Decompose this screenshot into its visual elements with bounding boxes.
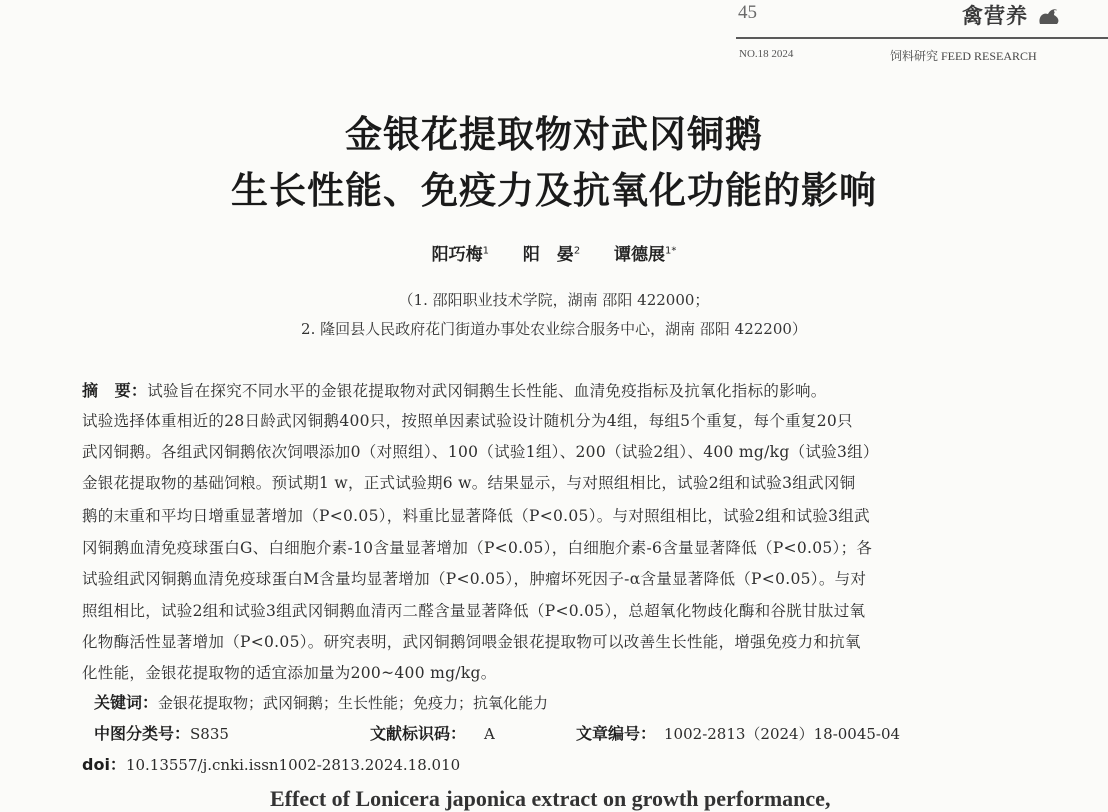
- issue-number: NO.18 2024: [739, 48, 794, 60]
- abstract-line: 鹅的末重和平均日增重显著增加（P<0.05），料重比显著降低（P<0.05）。与对照组相比，试验2组和试验3组武: [82, 507, 870, 525]
- doi: [82, 752, 460, 775]
- document-code-value: A: [484, 725, 495, 743]
- abstract-label: 摘 要：: [82, 381, 148, 400]
- goose-logo-icon: [1036, 6, 1062, 28]
- column-name: [962, 0, 1062, 30]
- article-title-line-1: 金银花提取物对武冈铜鹅: [345, 113, 763, 156]
- author-affiliation-mark: 2: [573, 245, 581, 257]
- document-code-label: 文献标识码：: [370, 724, 467, 743]
- article-number-label: 文章编号：: [576, 724, 657, 743]
- english-title-fragment: Effect of Lonicera japonica extract on growth performance,: [270, 786, 831, 811]
- author-name: 谭德展: [614, 245, 666, 265]
- article-title-line-2: 生长性能、免疫力及抗氧化功能的影响: [231, 169, 877, 212]
- page-number: 45: [738, 2, 757, 23]
- article-number-value: 1002-2813（2024）18-0045-04: [664, 725, 901, 743]
- abstract-line: 冈铜鹅血清免疫球蛋白G、白细胞介素-10含量显著增加（P<0.05），白细胞介素-6含量显著降低（P<0.05）；各: [82, 539, 873, 557]
- abstract-line: 武冈铜鹅。各组武冈铜鹅依次饲喂添加0（对照组）、100（试验1组）、200（试验2组）、400 mg/kg（试验3组）: [82, 443, 879, 461]
- abstract-line: 化性能，金银花提取物的适宜添加量为200~400 mg/kg。: [82, 664, 497, 682]
- header-rule: [736, 37, 1108, 39]
- clc-number: [94, 721, 229, 744]
- abstract-line: 化物酶活性显著增加（P<0.05）。研究表明，武冈铜鹅饲喂金银花提取物可以改善生长性能，增强免疫力和抗氧: [82, 633, 861, 651]
- author-list: [0, 240, 1108, 265]
- column-name-text: 禽营养: [962, 4, 1028, 28]
- abstract-line: 试验组武冈铜鹅血清免疫球蛋白M含量均显著增加（P<0.05），肿瘤坏死因子-α含量显著降低（P<0.05）。与对: [82, 570, 867, 588]
- abstract-line: [82, 378, 827, 401]
- author-affiliation-mark: 1*: [665, 245, 677, 257]
- author-affiliation-mark: 1: [482, 245, 489, 257]
- keywords-value: 金银花提取物；武冈铜鹅；生长性能；免疫力；抗氧化能力: [158, 694, 549, 712]
- abstract-line: 试验选择体重相近的28日龄武冈铜鹅400只，按照单因素试验设计随机分为4组，每组5个重复，每个重复20只: [82, 412, 853, 430]
- doi-value: 10.13557/j.cnki.issn1002-2813.2024.18.010: [125, 756, 461, 774]
- abstract-text: 试验旨在探究不同水平的金银花提取物对武冈铜鹅生长性能、血清免疫指标及抗氧化指标的影响。: [147, 382, 827, 400]
- abstract-line: 照组相比，试验2组和试验3组武冈铜鹅血清丙二醛含量显著降低（P<0.05），总超氧化物歧化酶和谷胱甘肽过氧: [82, 602, 866, 620]
- keywords-label: 关键词：: [94, 693, 159, 712]
- author-name: 阳 晏: [522, 245, 574, 265]
- doi-label: doi：: [82, 755, 126, 774]
- abstract-line: 金银花提取物的基础饲粮。预试期1 w，正式试验期6 w。结果显示，与对照组相比，试验2组和试验3组武冈铜: [82, 474, 856, 492]
- affiliation-line-1: （1. 邵阳职业技术学院，湖南 邵阳 422000；: [398, 291, 710, 309]
- author-name: 阳巧梅: [431, 245, 483, 265]
- clc-value: S835: [190, 725, 229, 743]
- keywords: [94, 690, 548, 713]
- journal-name: 饲料研究 FEED RESEARCH: [890, 49, 1037, 63]
- document-code: [370, 721, 495, 744]
- clc-label: 中图分类号：: [94, 724, 191, 743]
- article-number: [576, 721, 900, 744]
- affiliation-line-2: 2. 隆回县人民政府花门街道办事处农业综合服务中心，湖南 邵阳 422200）: [301, 320, 807, 338]
